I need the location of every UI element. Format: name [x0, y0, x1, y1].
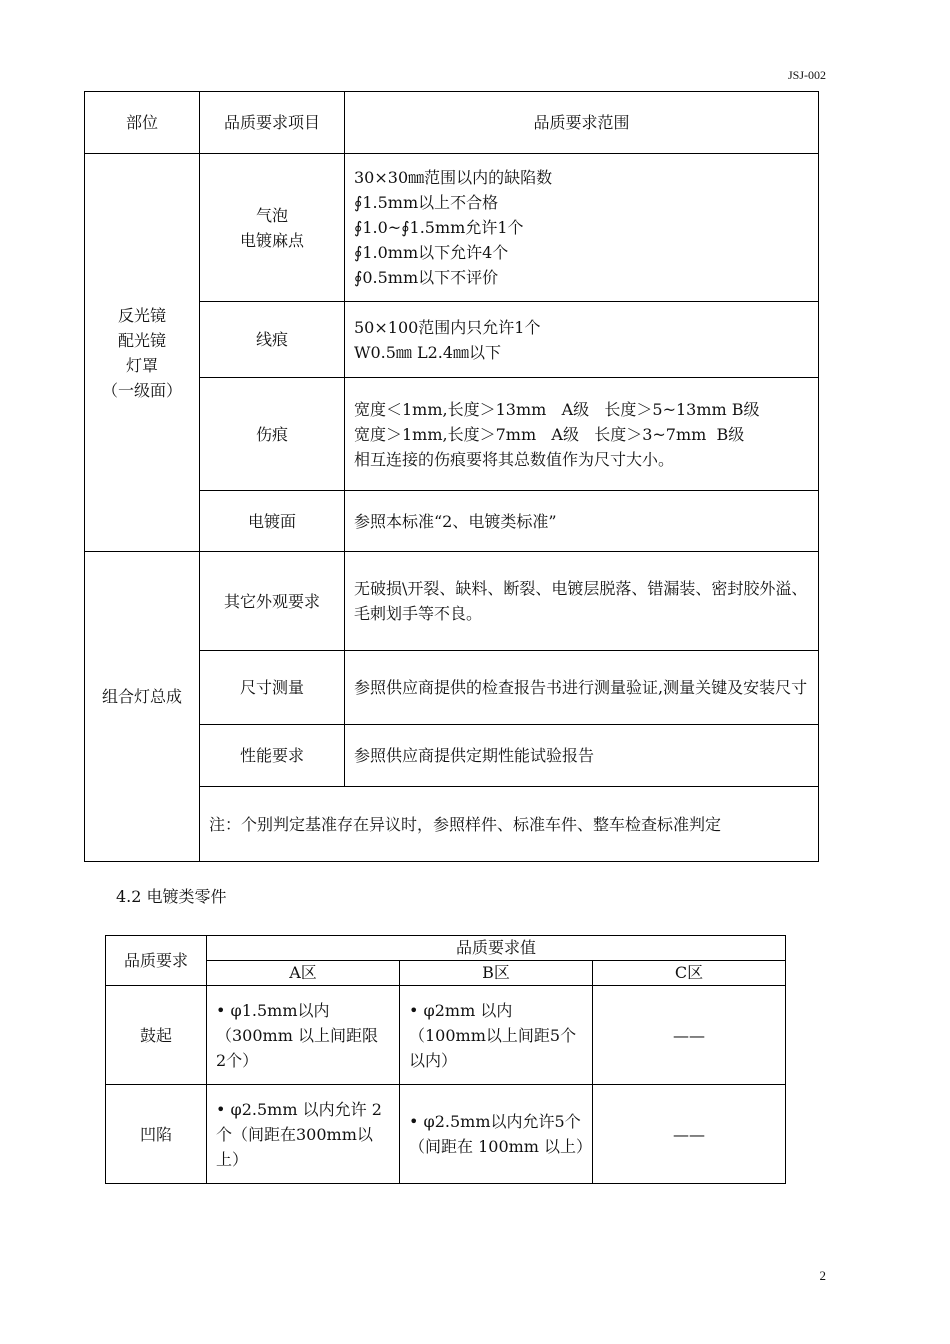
- range-cell: [345, 154, 819, 302]
- zone-c-cell: ——: [593, 1085, 786, 1184]
- range-cell: [345, 725, 819, 787]
- part-line: 灯罩: [125, 355, 158, 375]
- page-number: 2: [819, 1268, 826, 1283]
- range-cell: [345, 651, 819, 725]
- table-header-row: [85, 92, 819, 154]
- range-line: 50×100范围内只允许1个: [354, 317, 541, 337]
- part-line: （一级面）: [101, 380, 182, 400]
- item-line: 气泡: [255, 205, 288, 225]
- plated-parts-table: [105, 935, 786, 1184]
- header-item: 品质要求项目: [200, 92, 345, 154]
- part-line: 配光镜: [117, 330, 166, 350]
- zone-b-cell: • φ2mm 以内（100mm以上间距5个以内）: [400, 986, 593, 1085]
- item-line: 电镀面: [247, 511, 296, 531]
- zone-a-cell: • φ2.5mm 以内允许 2个（间距在300mm以上）: [207, 1085, 400, 1184]
- range-line: ∮1.0~∮1.5mm允许1个: [354, 218, 524, 237]
- section-title: 4.2 电镀类零件: [116, 887, 227, 906]
- document-code: JSJ-002: [787, 68, 826, 82]
- part-line: 反光镜: [117, 305, 166, 325]
- zone-b-header: B区: [400, 961, 593, 986]
- part-cell-reflector: [85, 154, 200, 552]
- item-line: 线痕: [255, 330, 288, 349]
- range-line: 宽度＜1mm,长度＞13mm A级 长度＞5~13mm B级: [354, 399, 760, 419]
- range-line: 参照本标准“2、电镀类标准”: [354, 511, 557, 531]
- range-text: 参照供应商提供的检查报告书进行测量验证,测量关键及安装尺寸: [354, 678, 808, 697]
- range-line: 相互连接的伤痕要将其总数值作为尺寸大小。: [354, 449, 675, 469]
- item-line: 电镀麻点: [239, 230, 304, 250]
- zone-a-cell: • φ1.5mm以内（300mm 以上间距限 2个）: [207, 986, 400, 1085]
- part-line: 组合灯总成: [101, 687, 182, 706]
- note-cell: [200, 787, 819, 862]
- range-line: ∮1.0mm以下允许4个: [354, 243, 509, 262]
- item-cell: [200, 491, 345, 552]
- table-row-bubbles: [85, 154, 819, 302]
- zone-b-cell: • φ2.5mm以内允许5个（间距在 100mm 以上）: [400, 1085, 593, 1184]
- range-cell: [345, 552, 819, 651]
- item-cell: [200, 378, 345, 491]
- table-row-bulge: [106, 986, 786, 1085]
- item-line: 伤痕: [255, 424, 288, 444]
- header-part: 部位: [85, 92, 200, 154]
- note-text: 注：个别判定基准存在异议时，参照样件、标准车件、整车检查标准判定: [209, 814, 722, 834]
- range-line: ∮1.5mm以上不合格: [354, 193, 499, 212]
- range-cell: [345, 302, 819, 378]
- range-line: ∮0.5mm以下不评价: [354, 268, 499, 287]
- item-cell: [200, 154, 345, 302]
- range-line: 30×30㎜范围以内的缺陷数: [354, 168, 553, 187]
- range-text: 无破损\开裂、缺料、断裂、电镀层脱落、错漏装、密封胶外溢、毛刺划手等不良。: [354, 579, 808, 623]
- row-name: 凹陷: [106, 1085, 207, 1184]
- zone-header-row: [106, 961, 786, 986]
- zone-c-header: C区: [593, 961, 786, 986]
- range-cell: [345, 378, 819, 491]
- zone-a-header: A区: [207, 961, 400, 986]
- zone-c-cell: ——: [593, 986, 786, 1085]
- header-range: 品质要求范围: [345, 92, 819, 154]
- sub-header-row: [106, 936, 786, 961]
- row-name: 鼓起: [106, 986, 207, 1085]
- table-row-dent: [106, 1085, 786, 1184]
- header-value: 品质要求值: [207, 936, 786, 961]
- item-cell: 其它外观要求: [200, 552, 345, 651]
- range-line: 宽度＞1mm,长度＞7mm A级 长度＞3~7mm B级: [354, 424, 745, 444]
- item-cell: 性能要求: [200, 725, 345, 787]
- part-cell-lamp-assembly: [85, 552, 200, 862]
- range-line: W0.5㎜ L2.4㎜以下: [354, 342, 502, 362]
- item-cell: [200, 302, 345, 378]
- item-cell: 尺寸测量: [200, 651, 345, 725]
- range-cell: [345, 491, 819, 552]
- table-row-other-appearance: [85, 552, 819, 651]
- quality-requirements-table: [84, 91, 819, 862]
- range-text: 参照供应商提供定期性能试验报告: [354, 746, 595, 765]
- header-requirement: 品质要求: [106, 936, 207, 986]
